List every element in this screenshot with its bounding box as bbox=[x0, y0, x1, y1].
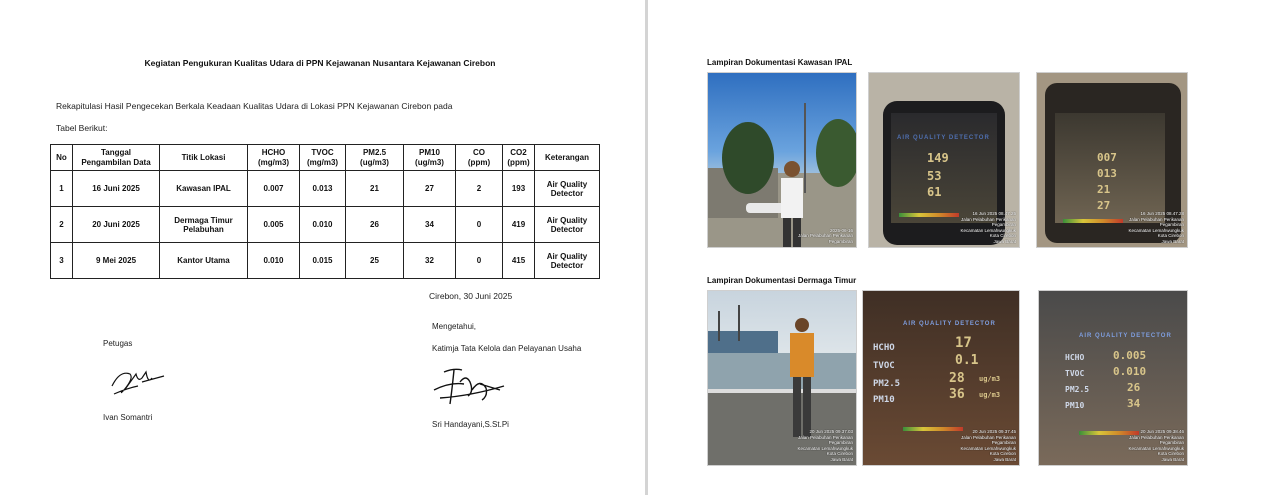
cell-pm10: 27 bbox=[404, 171, 456, 207]
cell-co: 2 bbox=[456, 171, 503, 207]
officer-name: Ivan Somantri bbox=[103, 413, 153, 422]
cell-hcho: 0.007 bbox=[248, 171, 300, 207]
reading-label: PM2.5 bbox=[1065, 385, 1090, 394]
cell-pm25: 26 bbox=[346, 207, 404, 243]
reading-label: PM10 bbox=[1065, 401, 1085, 410]
right-document-page bbox=[650, 0, 1280, 495]
header-date: Tanggal Pengambilan Data bbox=[73, 145, 160, 171]
reading-unit: ug/m3 bbox=[979, 391, 1001, 399]
cell-no: 1 bbox=[51, 171, 73, 207]
reading-value: 26 bbox=[1127, 381, 1141, 394]
photo-dermaga-device-1 bbox=[862, 290, 1020, 466]
approver-title: Katimja Tata Kelola dan Pelayanan Usaha bbox=[432, 344, 582, 353]
cell-co: 0 bbox=[456, 243, 503, 279]
reading-value: 17 bbox=[955, 335, 972, 351]
cell-note: Air Quality Detector bbox=[535, 171, 600, 207]
color-scale-bar bbox=[903, 427, 963, 431]
header-co2: CO2 (ppm) bbox=[503, 145, 535, 171]
photo-scene bbox=[708, 73, 856, 247]
cell-date: 20 Juni 2025 bbox=[73, 207, 160, 243]
reading-value: 28 bbox=[949, 371, 965, 386]
header-note: Keterangan bbox=[535, 145, 600, 171]
reading-value: 0.1 bbox=[955, 353, 979, 368]
table-row bbox=[51, 171, 600, 207]
reading-value: 21 bbox=[1097, 183, 1111, 196]
photo-dermaga-device-2 bbox=[1038, 290, 1188, 466]
cell-tvoc: 0.015 bbox=[300, 243, 346, 279]
screen-title: AIR QUALITY DETECTOR bbox=[903, 321, 996, 327]
reading-label: PM10 bbox=[873, 395, 895, 405]
header-no: No bbox=[51, 145, 73, 171]
photo-ipal-device-2 bbox=[1036, 72, 1188, 248]
cell-no: 2 bbox=[51, 207, 73, 243]
reading-value: 0.005 bbox=[1113, 349, 1147, 362]
table-row bbox=[51, 243, 600, 279]
photo-timestamp: 16 Jun 2025 08.47.25 Jalan Pelabuhan Perikanan Pegambiran Kecamatan Lemahwungkuk Kota Cirebon Jawa Barat bbox=[960, 211, 1016, 244]
reading-value: 61 bbox=[927, 185, 942, 199]
reading-label: TVOC bbox=[1065, 369, 1085, 378]
reading-value: 013 bbox=[1097, 167, 1117, 180]
reading-value: 149 bbox=[927, 151, 949, 165]
acknowledged-label: Mengetahui, bbox=[432, 322, 477, 331]
table-row bbox=[51, 207, 600, 243]
cell-date: 16 Juni 2025 bbox=[73, 171, 160, 207]
page-separator bbox=[645, 0, 648, 495]
intro-text: Rekapitulasi Hasil Pengecekan Berkala Keadaan Kualitas Udara di Lokasi PPN Kejawanan Cirebon pada bbox=[56, 101, 453, 111]
cell-hcho: 0.005 bbox=[248, 207, 300, 243]
photo-timestamp: 20 Jun 2025 09.37.45 Jalan Pelabuhan Perikanan Pegambiran Kecamatan Lemahwungkuk Kota Cirebon Jawa Barat bbox=[960, 429, 1016, 462]
reading-label: PM2.5 bbox=[873, 379, 901, 389]
photo-timestamp: 16 Jun 2025 08.47.28 Jalan Pelabuhan Perikanan Pegambiran Kecamatan Lemahwungkuk Kota Cirebon Jawa Barat bbox=[1128, 211, 1184, 244]
header-pm25: PM2.5 (ug/m3) bbox=[346, 145, 404, 171]
reading-value: 007 bbox=[1097, 151, 1117, 164]
cell-location: Kawasan IPAL bbox=[160, 171, 248, 207]
header-tvoc: TVOC (mg/m3) bbox=[300, 145, 346, 171]
cell-location: Kantor Utama bbox=[160, 243, 248, 279]
cell-note: Air Quality Detector bbox=[535, 207, 600, 243]
photo-timestamp: 20 Jun 2025 09.38.46 Jalan Pelabuhan Perikanan Pegambiran Kecamatan Lemahwungkuk Kota Cirebon Jawa Barat bbox=[1128, 429, 1184, 462]
device-screen bbox=[891, 113, 997, 223]
color-scale-bar bbox=[1063, 219, 1123, 223]
table-header-row bbox=[51, 145, 600, 171]
cell-note: Air Quality Detector bbox=[535, 243, 600, 279]
photo-ipal-device-1 bbox=[868, 72, 1020, 248]
cell-co2: 419 bbox=[503, 207, 535, 243]
cell-location: Dermaga Timur Pelabuhan bbox=[160, 207, 248, 243]
cell-date: 9 Mei 2025 bbox=[73, 243, 160, 279]
air-quality-table bbox=[50, 144, 600, 279]
photo-dermaga-officer bbox=[707, 290, 857, 466]
reading-value: 36 bbox=[949, 387, 965, 402]
header-location: Titik Lokasi bbox=[160, 145, 248, 171]
reading-value: 27 bbox=[1097, 199, 1111, 212]
cell-pm25: 25 bbox=[346, 243, 404, 279]
officer-label: Petugas bbox=[103, 339, 133, 348]
photo-ipal-officer bbox=[707, 72, 857, 248]
cell-no: 3 bbox=[51, 243, 73, 279]
cell-co2: 193 bbox=[503, 171, 535, 207]
photo-timestamp: 2025-06-16 Jalan Pelabuhan Perikanan Pegambiran bbox=[797, 227, 853, 244]
header-hcho: HCHO (mg/m3) bbox=[248, 145, 300, 171]
color-scale-bar bbox=[899, 213, 959, 217]
approver-signature bbox=[430, 360, 510, 408]
cell-pm10: 32 bbox=[404, 243, 456, 279]
officer-signature bbox=[108, 360, 168, 400]
cell-pm10: 34 bbox=[404, 207, 456, 243]
reading-value: 34 bbox=[1127, 397, 1141, 410]
header-pm10: PM10 (ug/m3) bbox=[404, 145, 456, 171]
approver-name: Sri Handayani,S.St.Pi bbox=[432, 420, 509, 429]
reading-unit: ug/m3 bbox=[979, 375, 1001, 383]
photo-timestamp: 20 Jun 2025 09.37.03 Jalan Pelabuhan Perikanan Pegambiran Kecamatan Lemahwungkuk Kota Cirebon Jawa Barat bbox=[797, 429, 853, 462]
cell-tvoc: 0.010 bbox=[300, 207, 346, 243]
reading-value: 0.010 bbox=[1113, 365, 1147, 378]
cell-co: 0 bbox=[456, 207, 503, 243]
section-heading-dermaga: Lampiran Dokumentasi Dermaga Timur bbox=[707, 276, 857, 285]
screen-title: AIR QUALITY DETECTOR bbox=[1079, 333, 1172, 339]
screen-title: AIR QUALITY DETECTOR bbox=[897, 135, 990, 141]
date-place: Cirebon, 30 Juni 2025 bbox=[429, 291, 513, 301]
cell-tvoc: 0.013 bbox=[300, 171, 346, 207]
document-title: Kegiatan Pengukuran Kualitas Udara di PPN Kejawanan Nusantara Kejawanan Cirebon bbox=[144, 58, 496, 68]
section-heading-ipal: Lampiran Dokumentasi Kawasan IPAL bbox=[707, 58, 853, 67]
reading-value: 53 bbox=[927, 169, 942, 183]
cell-hcho: 0.010 bbox=[248, 243, 300, 279]
cell-co2: 415 bbox=[503, 243, 535, 279]
cell-pm25: 21 bbox=[346, 171, 404, 207]
header-co: CO (ppm) bbox=[456, 145, 503, 171]
reading-label: HCHO bbox=[1065, 353, 1085, 362]
intro-text-2: Tabel Berikut: bbox=[56, 123, 108, 133]
reading-label: HCHO bbox=[873, 343, 895, 353]
reading-label: TVOC bbox=[873, 361, 895, 371]
